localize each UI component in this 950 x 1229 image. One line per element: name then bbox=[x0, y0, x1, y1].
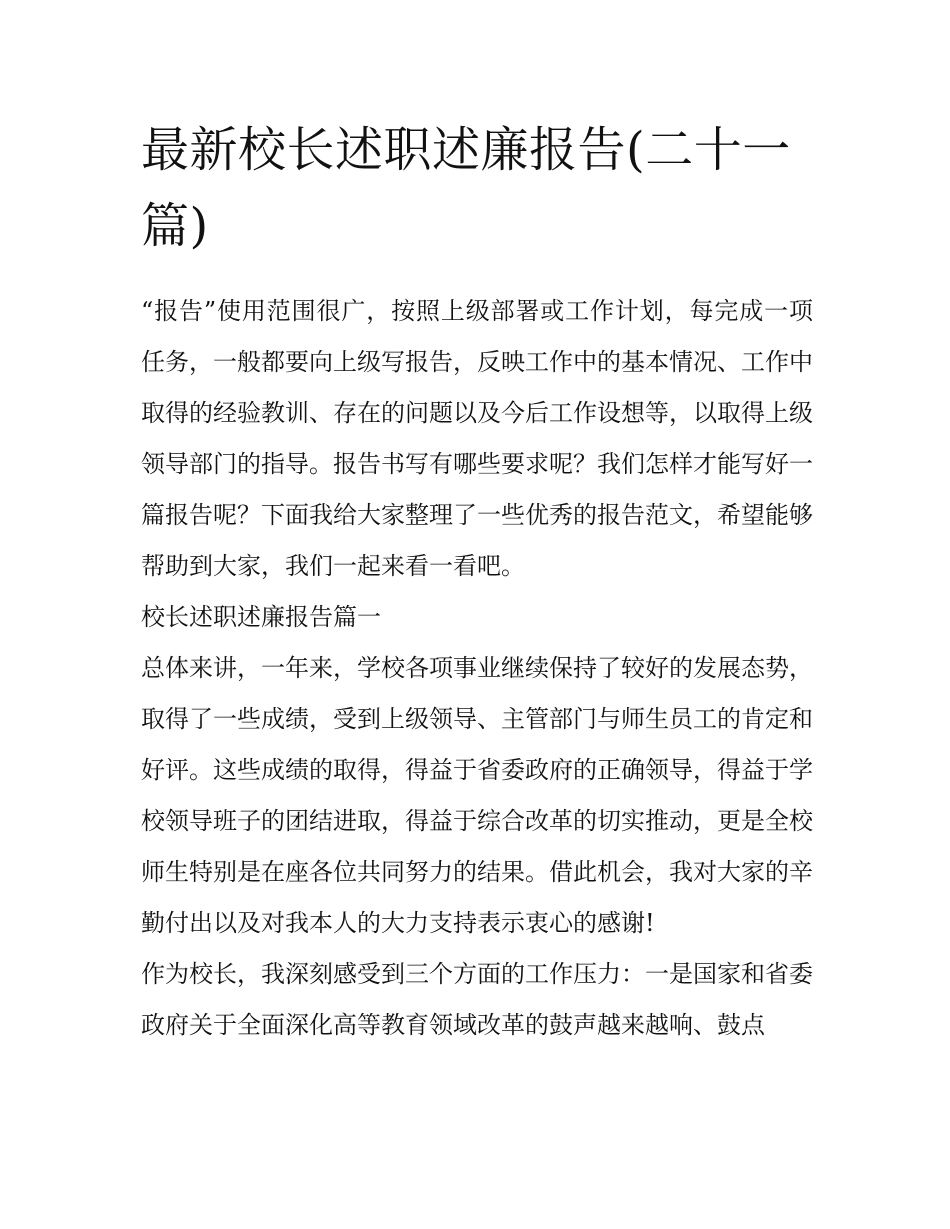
document-page bbox=[141, 112, 813, 1051]
intro-paragraph: “报告”使用范围很广，按照上级部署或工作计划，每完成一项任务，一般都要向上级写报告，反映工作中的基本情况、工作中取得的经验教训、存在的问题以及今后工作设想等，以取得上级领导部门的指导。报告书写有哪些要求呢？我们怎样才能写好一篇报告呢？下面我给大家整理了一些优秀的报告范文，希望能够帮助到大家，我们一起来看一看吧。 bbox=[141, 297, 813, 580]
document-title: 最新校长述职述廉报告(二十一篇) bbox=[141, 122, 791, 254]
body-paragraph-1: 总体来讲，一年来，学校各项事业继续保持了较好的发展态势，取得了一些成绩，受到上级领导、主管部门与师生员工的肯定和好评。这些成绩的取得，得益于省委政府的正确领导，得益于学校领导班子的团结进取，得益于综合改革的切实推动，更是全校师生特别是在座各位共同努力的结果。借此机会，我对大家的辛勤付出以及对我本人的大力支持表示衷心的感谢! bbox=[141, 654, 813, 937]
section-heading: 校长述职述廉报告篇一 bbox=[141, 603, 381, 631]
body-paragraph-2: 作为校长，我深刻感受到三个方面的工作压力：一是国家和省委政府关于全面深化高等教育领域改革的鼓声越来越响、鼓点 bbox=[141, 960, 813, 1039]
